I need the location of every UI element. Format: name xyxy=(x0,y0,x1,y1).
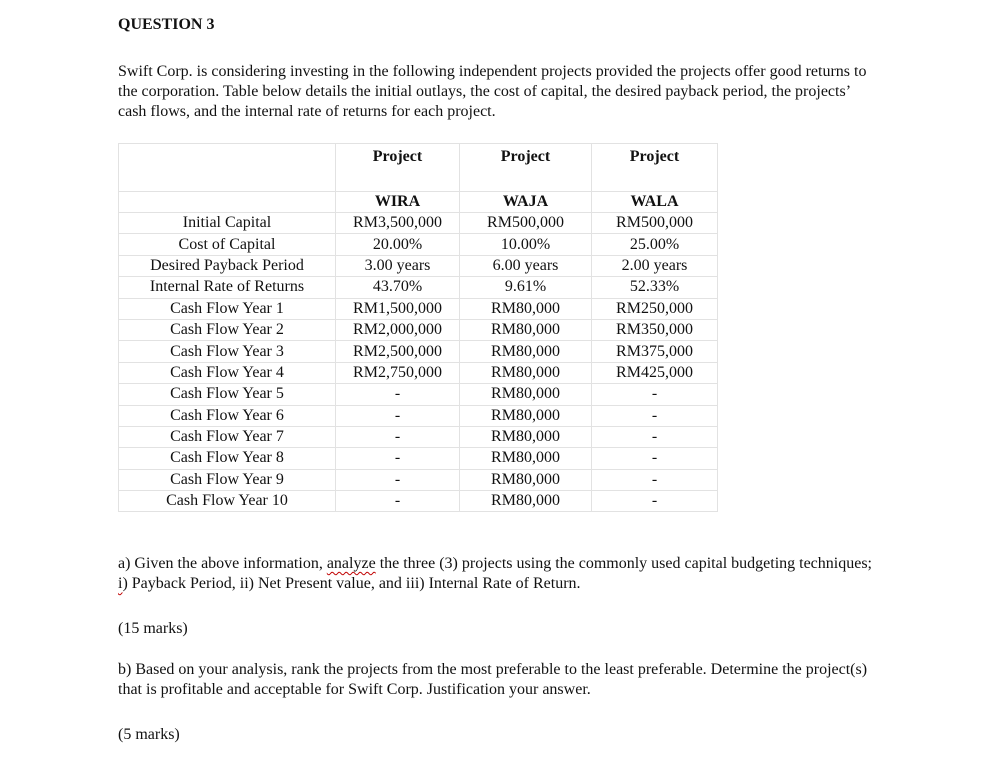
cell-value: RM80,000 xyxy=(460,448,592,469)
cell-value: RM80,000 xyxy=(460,319,592,340)
table-row xyxy=(119,234,718,255)
cell-value: - xyxy=(336,405,460,426)
cell-value: RM3,500,000 xyxy=(336,213,460,234)
cell-value: - xyxy=(592,426,718,447)
cell-value: 2.00 years xyxy=(592,255,718,276)
cell-value: RM80,000 xyxy=(460,362,592,383)
question-a-flagged-numeral: i xyxy=(118,575,123,592)
cell-value: 43.70% xyxy=(336,277,460,298)
question-a-text: a) Given the above information, xyxy=(118,555,327,572)
table-row xyxy=(119,448,718,469)
cell-value: 9.61% xyxy=(460,277,592,298)
table-row xyxy=(119,255,718,276)
cell-value: 6.00 years xyxy=(460,255,592,276)
cell-value: - xyxy=(592,469,718,490)
cell-value: RM2,000,000 xyxy=(336,319,460,340)
cell-value: - xyxy=(592,405,718,426)
table-row xyxy=(119,341,718,362)
cell-value: RM80,000 xyxy=(460,341,592,362)
table-row xyxy=(119,213,718,234)
cell-value: RM80,000 xyxy=(460,469,592,490)
cell-value: - xyxy=(336,384,460,405)
row-label: Cash Flow Year 5 xyxy=(119,384,336,405)
cell-value: - xyxy=(592,384,718,405)
cell-value: 25.00% xyxy=(592,234,718,255)
table-corner-cell xyxy=(119,192,336,213)
row-label: Cash Flow Year 4 xyxy=(119,362,336,383)
table-row xyxy=(119,277,718,298)
cell-value: - xyxy=(592,448,718,469)
table-row xyxy=(119,405,718,426)
project-name-wala: WALA xyxy=(592,192,718,213)
cell-value: RM80,000 xyxy=(460,384,592,405)
question-heading: QUESTION 3 xyxy=(118,16,215,33)
row-label: Cash Flow Year 7 xyxy=(119,426,336,447)
table-row xyxy=(119,426,718,447)
question-a-text: the three (3) projects using the commonly used capital budgeting techniques; xyxy=(375,555,872,572)
row-label: Internal Rate of Returns xyxy=(119,277,336,298)
projects-table xyxy=(118,143,718,512)
cell-value: RM1,500,000 xyxy=(336,298,460,319)
cell-value: RM500,000 xyxy=(460,213,592,234)
cell-value: - xyxy=(336,491,460,512)
table-body xyxy=(119,213,718,512)
cell-value: 3.00 years xyxy=(336,255,460,276)
row-label: Cost of Capital xyxy=(119,234,336,255)
cell-value: RM2,750,000 xyxy=(336,362,460,383)
cell-value: RM250,000 xyxy=(592,298,718,319)
row-label: Cash Flow Year 3 xyxy=(119,341,336,362)
row-label: Cash Flow Year 9 xyxy=(119,469,336,490)
cell-value: RM425,000 xyxy=(592,362,718,383)
cell-value: RM350,000 xyxy=(592,319,718,340)
table-row xyxy=(119,491,718,512)
table-row xyxy=(119,319,718,340)
question-a-text: ) Payback Period, ii) Net Present value, and iii) Internal Rate of Return. xyxy=(122,575,581,592)
row-label: Initial Capital xyxy=(119,213,336,234)
table-header-row xyxy=(119,144,718,192)
marks-b: (5 marks) xyxy=(118,726,180,743)
row-label: Cash Flow Year 1 xyxy=(119,298,336,319)
cell-value: RM80,000 xyxy=(460,405,592,426)
cell-value: RM2,500,000 xyxy=(336,341,460,362)
row-label: Cash Flow Year 10 xyxy=(119,491,336,512)
question-a-flagged-word: analyze xyxy=(326,555,376,572)
project-name-waja: WAJA xyxy=(460,192,592,213)
cell-value: 52.33% xyxy=(592,277,718,298)
cell-value: - xyxy=(592,491,718,512)
project-header: Project xyxy=(336,144,460,192)
table-row xyxy=(119,384,718,405)
cell-value: 20.00% xyxy=(336,234,460,255)
table-row xyxy=(119,469,718,490)
table-row xyxy=(119,362,718,383)
table-row xyxy=(119,298,718,319)
row-label: Cash Flow Year 8 xyxy=(119,448,336,469)
cell-value: RM500,000 xyxy=(592,213,718,234)
project-header: Project xyxy=(460,144,592,192)
cell-value: 10.00% xyxy=(460,234,592,255)
intro-paragraph: Swift Corp. is considering investing in the following independent projects provided the projects offer good returns to the corporation. Table below details the initial outlays, the cost of capital, the desired payback period, the projects’ cash flows, and the internal rate of returns for each project. xyxy=(118,63,867,120)
project-name-row xyxy=(119,192,718,213)
cell-value: - xyxy=(336,469,460,490)
marks-a: (15 marks) xyxy=(118,620,188,637)
question-b: b) Based on your analysis, rank the projects from the most preferable to the least preferable. Determine the project(s) that is profitable and acceptable for Swift Corp. Justification your answer. xyxy=(118,661,868,698)
cell-value: RM80,000 xyxy=(460,298,592,319)
cell-value: RM80,000 xyxy=(460,426,592,447)
question-a xyxy=(118,554,878,594)
project-name-wira: WIRA xyxy=(336,192,460,213)
row-label: Desired Payback Period xyxy=(119,255,336,276)
row-label: Cash Flow Year 2 xyxy=(119,319,336,340)
cell-value: RM375,000 xyxy=(592,341,718,362)
cell-value: - xyxy=(336,426,460,447)
table-corner-cell xyxy=(119,144,336,192)
project-header: Project xyxy=(592,144,718,192)
cell-value: RM80,000 xyxy=(460,491,592,512)
row-label: Cash Flow Year 6 xyxy=(119,405,336,426)
cell-value: - xyxy=(336,448,460,469)
